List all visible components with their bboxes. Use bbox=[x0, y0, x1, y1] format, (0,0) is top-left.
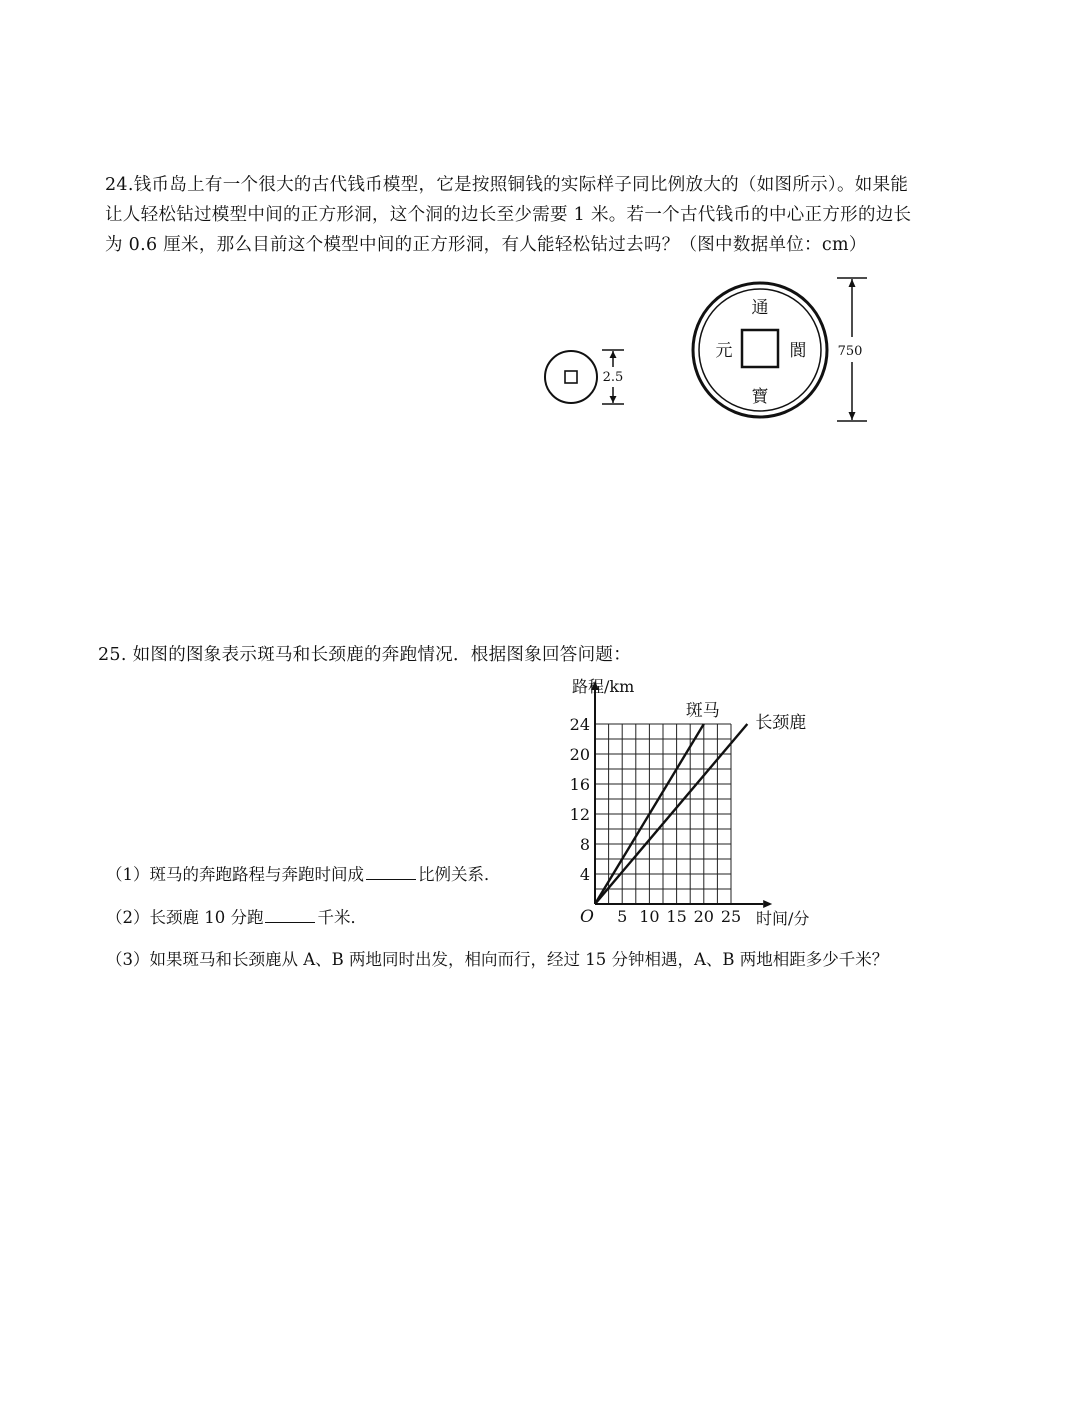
x-tick-label: 5 bbox=[617, 907, 628, 926]
q24-line-3: 为 0.6 厘米，那么目前这个模型中间的正方形洞，有人能轻松钻过去吗？（图中数据单位：cm） bbox=[105, 235, 867, 255]
coin-figure bbox=[530, 265, 890, 435]
small-coin-dimension: 2.5 bbox=[602, 370, 624, 385]
x-axis-label: 时间/分 bbox=[756, 909, 810, 928]
q25-sub2-before: （2）长颈鹿 10 分跑 bbox=[106, 908, 264, 927]
series-label-giraffe: 长颈鹿 bbox=[755, 713, 807, 733]
x-tick-label: 15 bbox=[666, 907, 687, 926]
q25-sub1 bbox=[106, 861, 501, 885]
q25-sub1-before: （1）斑马的奔跑路程与奔跑时间成 bbox=[106, 865, 364, 884]
q25-sub2-blank[interactable] bbox=[265, 906, 315, 923]
small-coin bbox=[545, 350, 624, 404]
chart-grid bbox=[595, 724, 731, 904]
origin-label: O bbox=[580, 907, 594, 927]
y-tick-label: 20 bbox=[569, 745, 590, 764]
y-tick-label: 8 bbox=[579, 835, 590, 854]
big-coin-dimension: 750 bbox=[837, 344, 863, 359]
y-tick-label: 12 bbox=[569, 805, 590, 824]
y-tick-label: 4 bbox=[579, 865, 590, 884]
q25-sub2 bbox=[106, 904, 367, 928]
series-label-zebra: 斑马 bbox=[685, 701, 720, 721]
coin-char-top: 通 bbox=[751, 298, 769, 318]
running-chart bbox=[560, 668, 840, 930]
q24-line-1: 24.钱币岛上有一个很大的古代钱币模型，它是按照铜钱的实际样子同比例放大的（如图所示）。如果能 bbox=[105, 175, 909, 195]
big-coin bbox=[693, 278, 867, 421]
q25-sub1-after: 比例关系． bbox=[418, 865, 501, 884]
y-tick-label: 16 bbox=[569, 775, 590, 794]
q24-line-2: 让人轻松钻过模型中间的正方形洞，这个洞的边长至少需要 1 米。若一个古代钱币的中心正方形的边长 bbox=[105, 205, 912, 225]
x-axis-arrow bbox=[763, 900, 772, 908]
q25-sub3: （3）如果斑马和长颈鹿从 A、B 两地同时出发，相向而行，经过 15 分钟相遇，A、B 两地相距多少千米？ bbox=[106, 950, 889, 969]
x-tick-label: 10 bbox=[639, 907, 660, 926]
q25-title: 25. 如图的图象表示斑马和长颈鹿的奔跑情况．根据图象回答问题： bbox=[98, 645, 631, 665]
y-axis-label: 路程/km bbox=[572, 677, 635, 696]
y-tick-label: 24 bbox=[569, 715, 590, 734]
x-tick-label: 25 bbox=[720, 907, 742, 926]
coin-char-right: 閬 bbox=[789, 341, 807, 361]
q25-sub1-blank[interactable] bbox=[366, 863, 416, 880]
q25-sub2-after: 千米． bbox=[317, 908, 367, 927]
coin-char-left: 元 bbox=[715, 341, 733, 361]
x-tick-label: 20 bbox=[693, 907, 714, 926]
coin-char-bottom: 寶 bbox=[751, 387, 769, 407]
